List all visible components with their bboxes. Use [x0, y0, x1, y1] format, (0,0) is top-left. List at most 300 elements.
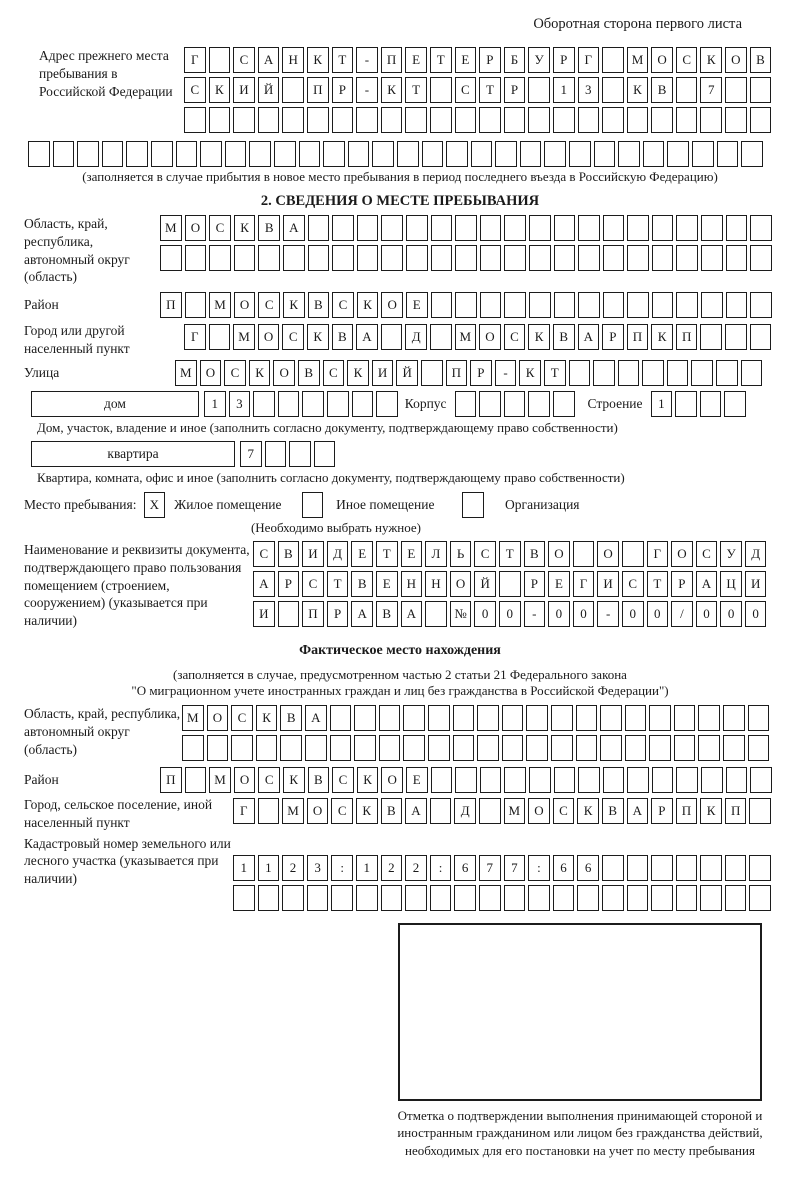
char-cell[interactable]: К [700, 47, 722, 73]
char-cell[interactable]: 0 [548, 601, 570, 627]
char-cell[interactable]: П [381, 47, 403, 73]
char-cell[interactable] [233, 885, 255, 911]
char-cell[interactable]: С [231, 705, 253, 731]
char-cell[interactable] [479, 885, 501, 911]
char-cell[interactable] [667, 141, 689, 167]
char-cell[interactable] [185, 245, 207, 271]
char-cell[interactable] [676, 767, 698, 793]
char-cell[interactable] [314, 441, 336, 467]
char-cell[interactable]: Р [278, 571, 300, 597]
char-cell[interactable]: В [651, 77, 673, 103]
char-cell[interactable]: С [332, 767, 354, 793]
char-cell[interactable]: Р [651, 798, 673, 824]
char-cell[interactable]: К [307, 47, 329, 73]
char-cell[interactable] [357, 215, 379, 241]
char-cell[interactable] [28, 141, 50, 167]
char-cell[interactable]: Д [327, 541, 349, 567]
char-cell[interactable] [102, 141, 124, 167]
char-cell[interactable]: А [258, 47, 280, 73]
char-cell[interactable] [233, 107, 255, 133]
char-cell[interactable] [723, 735, 745, 761]
char-cell[interactable] [701, 292, 723, 318]
char-cell[interactable]: П [676, 324, 698, 350]
char-cell[interactable] [430, 885, 452, 911]
char-cell[interactable]: С [553, 798, 575, 824]
char-cell[interactable] [544, 141, 566, 167]
char-cell[interactable] [528, 391, 550, 417]
char-cell[interactable]: С [209, 215, 231, 241]
char-cell[interactable]: 3 [229, 391, 251, 417]
char-cell[interactable]: И [745, 571, 767, 597]
char-cell[interactable]: А [578, 324, 600, 350]
char-cell[interactable]: М [175, 360, 197, 386]
char-cell[interactable] [576, 705, 598, 731]
char-cell[interactable] [381, 324, 403, 350]
char-cell[interactable]: : [430, 855, 452, 881]
char-cell[interactable] [479, 107, 501, 133]
char-cell[interactable] [330, 705, 352, 731]
char-cell[interactable] [594, 141, 616, 167]
char-cell[interactable] [627, 245, 649, 271]
char-cell[interactable] [618, 360, 640, 386]
char-cell[interactable] [676, 245, 698, 271]
char-cell[interactable]: О [671, 541, 693, 567]
char-cell[interactable] [430, 77, 452, 103]
char-cell[interactable]: О [450, 571, 472, 597]
char-cell[interactable]: Е [351, 541, 373, 567]
char-cell[interactable] [529, 215, 551, 241]
char-cell[interactable]: 6 [454, 855, 476, 881]
char-cell[interactable]: 1 [356, 855, 378, 881]
char-cell[interactable] [379, 705, 401, 731]
char-cell[interactable] [554, 215, 576, 241]
char-cell[interactable]: В [308, 292, 330, 318]
char-cell[interactable]: О [528, 798, 550, 824]
char-cell[interactable] [405, 885, 427, 911]
char-cell[interactable] [726, 215, 748, 241]
char-cell[interactable] [381, 885, 403, 911]
char-cell[interactable]: Д [454, 798, 476, 824]
char-cell[interactable] [327, 391, 349, 417]
char-cell[interactable]: С [302, 571, 324, 597]
char-cell[interactable]: Ь [450, 541, 472, 567]
char-cell[interactable]: 0 [499, 601, 521, 627]
char-cell[interactable] [352, 391, 374, 417]
char-cell[interactable] [651, 855, 673, 881]
char-cell[interactable]: А [627, 798, 649, 824]
stay-type-checkbox-organization[interactable] [462, 492, 484, 518]
char-cell[interactable]: 0 [573, 601, 595, 627]
char-cell[interactable] [504, 107, 526, 133]
char-cell[interactable]: Ц [720, 571, 742, 597]
char-cell[interactable] [302, 391, 324, 417]
char-cell[interactable]: К [356, 798, 378, 824]
char-cell[interactable] [421, 360, 443, 386]
char-cell[interactable]: 1 [651, 391, 673, 417]
char-cell[interactable]: С [258, 292, 280, 318]
char-cell[interactable] [480, 245, 502, 271]
char-cell[interactable]: 0 [474, 601, 496, 627]
char-cell[interactable] [725, 107, 747, 133]
char-cell[interactable] [453, 735, 475, 761]
char-cell[interactable] [454, 885, 476, 911]
char-cell[interactable]: А [351, 601, 373, 627]
char-cell[interactable]: У [720, 541, 742, 567]
char-cell[interactable] [716, 360, 738, 386]
char-cell[interactable]: Р [671, 571, 693, 597]
char-cell[interactable] [750, 324, 772, 350]
char-cell[interactable]: М [160, 215, 182, 241]
char-cell[interactable]: О [725, 47, 747, 73]
char-cell[interactable] [504, 215, 526, 241]
char-cell[interactable] [176, 141, 198, 167]
char-cell[interactable]: В [381, 798, 403, 824]
char-cell[interactable] [700, 324, 722, 350]
char-cell[interactable] [431, 245, 453, 271]
char-cell[interactable] [741, 141, 763, 167]
char-cell[interactable] [253, 391, 275, 417]
char-cell[interactable]: О [185, 215, 207, 241]
char-cell[interactable]: С [504, 324, 526, 350]
char-cell[interactable] [724, 391, 746, 417]
char-cell[interactable] [477, 705, 499, 731]
char-cell[interactable] [569, 360, 591, 386]
char-cell[interactable] [528, 885, 550, 911]
char-cell[interactable] [600, 705, 622, 731]
char-cell[interactable]: М [282, 798, 304, 824]
char-cell[interactable] [479, 391, 501, 417]
char-cell[interactable]: Г [184, 47, 206, 73]
char-cell[interactable]: В [278, 541, 300, 567]
char-cell[interactable] [406, 215, 428, 241]
char-cell[interactable]: - [356, 47, 378, 73]
char-cell[interactable] [526, 705, 548, 731]
char-cell[interactable] [625, 705, 647, 731]
char-cell[interactable] [726, 767, 748, 793]
char-cell[interactable]: К [307, 324, 329, 350]
char-cell[interactable] [578, 292, 600, 318]
char-cell[interactable]: О [381, 292, 403, 318]
char-cell[interactable]: С [622, 571, 644, 597]
char-cell[interactable] [207, 735, 229, 761]
char-cell[interactable] [603, 292, 625, 318]
char-cell[interactable] [504, 885, 526, 911]
char-cell[interactable]: П [160, 767, 182, 793]
char-cell[interactable]: К [357, 767, 379, 793]
char-cell[interactable]: С [258, 767, 280, 793]
char-cell[interactable] [578, 215, 600, 241]
char-cell[interactable]: Е [405, 47, 427, 73]
char-cell[interactable]: № [450, 601, 472, 627]
char-cell[interactable]: 3 [578, 77, 600, 103]
char-cell[interactable]: П [627, 324, 649, 350]
char-cell[interactable]: 0 [647, 601, 669, 627]
char-cell[interactable]: Н [425, 571, 447, 597]
char-cell[interactable] [308, 245, 330, 271]
char-cell[interactable] [717, 141, 739, 167]
char-cell[interactable] [698, 705, 720, 731]
char-cell[interactable]: Б [504, 47, 526, 73]
char-cell[interactable]: И [233, 77, 255, 103]
char-cell[interactable]: В [298, 360, 320, 386]
char-cell[interactable]: К [700, 798, 722, 824]
char-cell[interactable] [528, 107, 550, 133]
char-cell[interactable] [577, 885, 599, 911]
char-cell[interactable] [625, 735, 647, 761]
char-cell[interactable]: С [696, 541, 718, 567]
char-cell[interactable] [495, 141, 517, 167]
char-cell[interactable] [676, 107, 698, 133]
char-cell[interactable] [160, 245, 182, 271]
char-cell[interactable] [691, 360, 713, 386]
char-cell[interactable] [652, 245, 674, 271]
char-cell[interactable]: О [207, 705, 229, 731]
char-cell[interactable] [674, 705, 696, 731]
char-cell[interactable] [750, 107, 772, 133]
char-cell[interactable]: О [273, 360, 295, 386]
char-cell[interactable] [529, 245, 551, 271]
char-cell[interactable] [289, 441, 311, 467]
char-cell[interactable] [455, 245, 477, 271]
char-cell[interactable]: В [376, 601, 398, 627]
char-cell[interactable] [332, 215, 354, 241]
char-cell[interactable] [676, 855, 698, 881]
char-cell[interactable] [602, 77, 624, 103]
char-cell[interactable]: Е [376, 571, 398, 597]
char-cell[interactable]: Т [647, 571, 669, 597]
char-cell[interactable] [676, 885, 698, 911]
char-cell[interactable] [504, 292, 526, 318]
char-cell[interactable] [403, 705, 425, 731]
char-cell[interactable] [750, 767, 772, 793]
char-cell[interactable] [480, 767, 502, 793]
char-cell[interactable]: С [332, 292, 354, 318]
char-cell[interactable]: Й [258, 77, 280, 103]
char-cell[interactable]: Н [401, 571, 423, 597]
char-cell[interactable] [53, 141, 75, 167]
char-cell[interactable] [428, 705, 450, 731]
char-cell[interactable] [749, 885, 771, 911]
char-cell[interactable]: К [283, 767, 305, 793]
char-cell[interactable] [578, 107, 600, 133]
char-cell[interactable]: В [750, 47, 772, 73]
char-cell[interactable] [749, 798, 771, 824]
char-cell[interactable] [526, 735, 548, 761]
char-cell[interactable] [381, 245, 403, 271]
char-cell[interactable] [431, 215, 453, 241]
char-cell[interactable]: - [597, 601, 619, 627]
char-cell[interactable] [283, 245, 305, 271]
char-cell[interactable] [676, 77, 698, 103]
char-cell[interactable]: П [676, 798, 698, 824]
char-cell[interactable]: М [182, 705, 204, 731]
char-cell[interactable] [723, 705, 745, 731]
char-cell[interactable] [649, 735, 671, 761]
char-cell[interactable]: Г [647, 541, 669, 567]
char-cell[interactable] [299, 141, 321, 167]
char-cell[interactable]: В [258, 215, 280, 241]
char-cell[interactable] [446, 141, 468, 167]
stay-type-checkbox-other[interactable] [302, 492, 324, 518]
char-cell[interactable] [422, 141, 444, 167]
char-cell[interactable]: С [323, 360, 345, 386]
char-cell[interactable]: В [308, 767, 330, 793]
char-cell[interactable] [700, 855, 722, 881]
char-cell[interactable] [403, 735, 425, 761]
char-cell[interactable]: Т [499, 541, 521, 567]
char-cell[interactable]: 0 [696, 601, 718, 627]
char-cell[interactable]: Д [405, 324, 427, 350]
char-cell[interactable]: К [249, 360, 271, 386]
char-cell[interactable] [372, 141, 394, 167]
char-cell[interactable] [726, 292, 748, 318]
char-cell[interactable]: Р [602, 324, 624, 350]
char-cell[interactable] [725, 77, 747, 103]
char-cell[interactable] [265, 441, 287, 467]
char-cell[interactable] [332, 107, 354, 133]
char-cell[interactable] [554, 767, 576, 793]
char-cell[interactable] [425, 601, 447, 627]
char-cell[interactable]: Т [479, 77, 501, 103]
char-cell[interactable] [331, 885, 353, 911]
char-cell[interactable] [578, 767, 600, 793]
char-cell[interactable] [667, 360, 689, 386]
char-cell[interactable] [700, 107, 722, 133]
char-cell[interactable]: Р [479, 47, 501, 73]
char-cell[interactable]: Л [425, 541, 447, 567]
char-cell[interactable]: 7 [479, 855, 501, 881]
char-cell[interactable] [551, 735, 573, 761]
char-cell[interactable]: / [671, 601, 693, 627]
char-cell[interactable] [77, 141, 99, 167]
char-cell[interactable]: Т [376, 541, 398, 567]
char-cell[interactable] [750, 215, 772, 241]
char-cell[interactable]: П [160, 292, 182, 318]
char-cell[interactable] [428, 735, 450, 761]
char-cell[interactable] [455, 107, 477, 133]
char-cell[interactable]: К [283, 292, 305, 318]
char-cell[interactable]: К [256, 705, 278, 731]
char-cell[interactable] [151, 141, 173, 167]
char-cell[interactable]: К [577, 798, 599, 824]
char-cell[interactable] [231, 735, 253, 761]
char-cell[interactable]: О [381, 767, 403, 793]
char-cell[interactable] [748, 735, 770, 761]
char-cell[interactable]: К [528, 324, 550, 350]
char-cell[interactable]: Е [406, 292, 428, 318]
char-cell[interactable] [471, 141, 493, 167]
char-cell[interactable] [278, 601, 300, 627]
char-cell[interactable] [504, 391, 526, 417]
char-cell[interactable] [480, 292, 502, 318]
char-cell[interactable] [553, 885, 575, 911]
char-cell[interactable] [602, 885, 624, 911]
char-cell[interactable]: С [233, 47, 255, 73]
char-cell[interactable] [576, 735, 598, 761]
char-cell[interactable] [651, 107, 673, 133]
char-cell[interactable] [652, 215, 674, 241]
char-cell[interactable] [502, 705, 524, 731]
char-cell[interactable] [618, 141, 640, 167]
char-cell[interactable] [622, 541, 644, 567]
char-cell[interactable]: О [234, 292, 256, 318]
char-cell[interactable]: Н [282, 47, 304, 73]
char-cell[interactable]: 0 [745, 601, 767, 627]
char-cell[interactable] [652, 767, 674, 793]
stay-type-checkbox-residential[interactable]: X [144, 492, 166, 518]
char-cell[interactable] [569, 141, 591, 167]
char-cell[interactable] [356, 885, 378, 911]
char-cell[interactable]: Й [396, 360, 418, 386]
char-cell[interactable] [479, 798, 501, 824]
char-cell[interactable]: Г [578, 47, 600, 73]
char-cell[interactable] [627, 292, 649, 318]
char-cell[interactable] [381, 215, 403, 241]
char-cell[interactable]: Е [548, 571, 570, 597]
char-cell[interactable] [700, 391, 722, 417]
char-cell[interactable]: Т [430, 47, 452, 73]
char-cell[interactable] [627, 107, 649, 133]
char-cell[interactable]: А [253, 571, 275, 597]
char-cell[interactable] [200, 141, 222, 167]
char-cell[interactable] [379, 735, 401, 761]
char-cell[interactable]: А [405, 798, 427, 824]
char-cell[interactable] [185, 292, 207, 318]
char-cell[interactable] [258, 245, 280, 271]
char-cell[interactable] [528, 77, 550, 103]
char-cell[interactable]: У [528, 47, 550, 73]
char-cell[interactable]: В [524, 541, 546, 567]
char-cell[interactable]: Е [406, 767, 428, 793]
char-cell[interactable]: П [446, 360, 468, 386]
char-cell[interactable] [209, 107, 231, 133]
char-cell[interactable] [397, 141, 419, 167]
char-cell[interactable]: В [280, 705, 302, 731]
char-cell[interactable] [627, 885, 649, 911]
char-cell[interactable] [431, 767, 453, 793]
char-cell[interactable] [504, 767, 526, 793]
char-cell[interactable]: Р [553, 47, 575, 73]
char-cell[interactable] [651, 885, 673, 911]
char-cell[interactable]: А [356, 324, 378, 350]
char-cell[interactable]: 0 [622, 601, 644, 627]
char-cell[interactable] [698, 735, 720, 761]
char-cell[interactable]: Т [544, 360, 566, 386]
char-cell[interactable] [750, 245, 772, 271]
char-cell[interactable]: К [627, 77, 649, 103]
char-cell[interactable]: И [302, 541, 324, 567]
char-cell[interactable] [249, 141, 271, 167]
char-cell[interactable] [676, 215, 698, 241]
char-cell[interactable] [126, 141, 148, 167]
char-cell[interactable] [741, 360, 763, 386]
char-cell[interactable] [209, 324, 231, 350]
char-cell[interactable]: И [253, 601, 275, 627]
char-cell[interactable] [554, 245, 576, 271]
char-cell[interactable] [593, 360, 615, 386]
char-cell[interactable] [182, 735, 204, 761]
char-cell[interactable]: 1 [204, 391, 226, 417]
char-cell[interactable]: 2 [405, 855, 427, 881]
char-cell[interactable] [627, 215, 649, 241]
char-cell[interactable] [749, 855, 771, 881]
char-cell[interactable]: Р [470, 360, 492, 386]
char-cell[interactable] [406, 245, 428, 271]
char-cell[interactable] [701, 767, 723, 793]
char-cell[interactable] [553, 107, 575, 133]
char-cell[interactable]: О [548, 541, 570, 567]
char-cell[interactable] [643, 141, 665, 167]
